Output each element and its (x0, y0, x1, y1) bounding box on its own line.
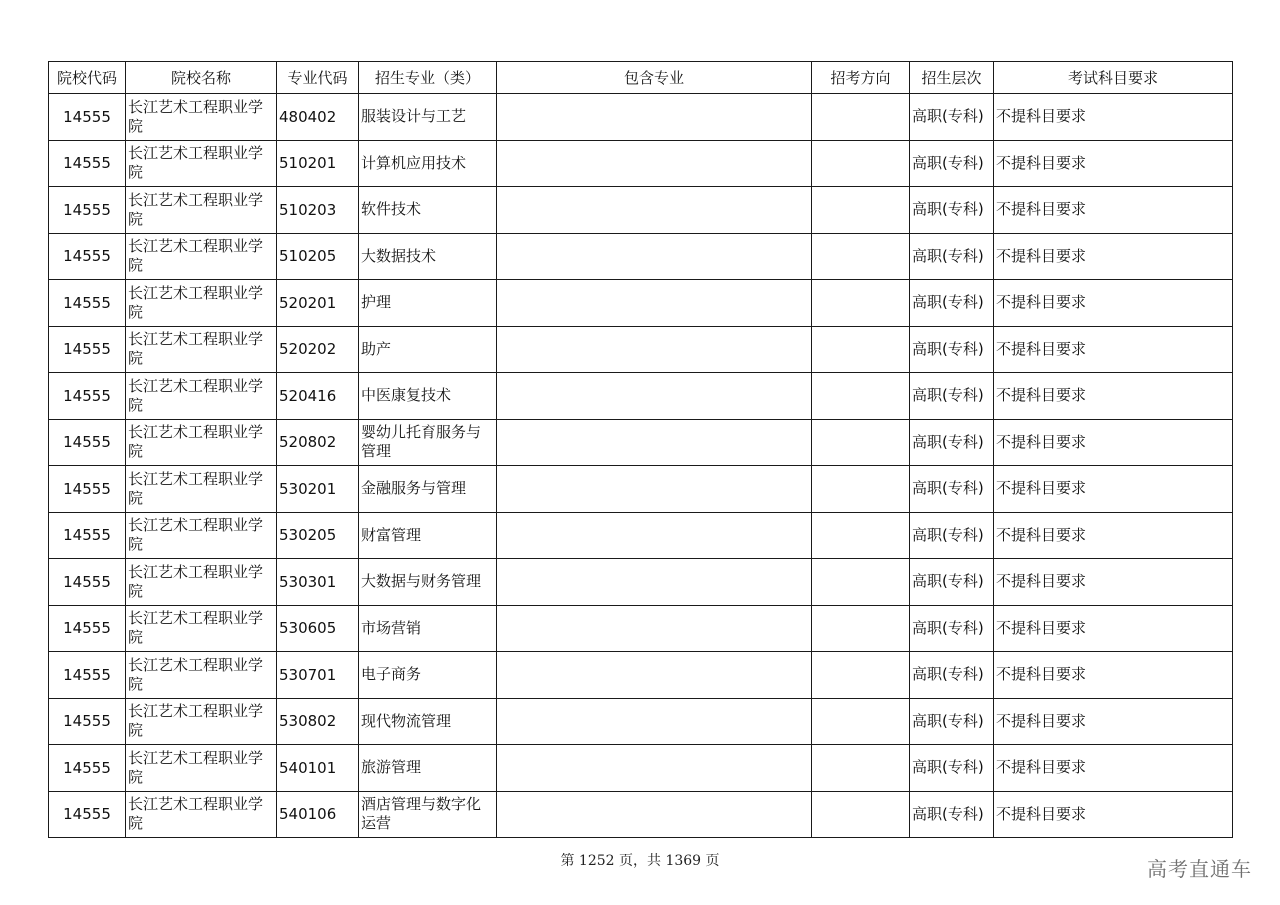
page-number: 第 1252 页，共 1369 页 (560, 853, 720, 869)
cell-major: 计算机应用技术 (359, 140, 497, 187)
cell-direction (812, 652, 910, 699)
cell-included-majors (497, 512, 812, 559)
cell-school-name: 长江艺术工程职业学院 (126, 187, 277, 234)
cell-major: 金融服务与管理 (359, 466, 497, 513)
cell-level: 高职(专科) (910, 373, 994, 420)
cell-major: 财富管理 (359, 512, 497, 559)
cell-included-majors (497, 280, 812, 327)
cell-direction (812, 512, 910, 559)
cell-direction (812, 419, 910, 466)
cell-major-code: 530205 (277, 512, 359, 559)
table-row (49, 791, 1233, 838)
cell-direction (812, 280, 910, 327)
table-row (49, 745, 1233, 792)
cell-major: 现代物流管理 (359, 698, 497, 745)
cell-major: 助产 (359, 326, 497, 373)
cell-included-majors (497, 187, 812, 234)
cell-major: 市场营销 (359, 605, 497, 652)
table-row (49, 373, 1233, 420)
cell-school-name: 长江艺术工程职业学院 (126, 373, 277, 420)
cell-included-majors (497, 698, 812, 745)
cell-direction (812, 745, 910, 792)
cell-school-name: 长江艺术工程职业学院 (126, 233, 277, 280)
cell-school-code: 14555 (49, 791, 126, 838)
cell-school-code: 14555 (49, 187, 126, 234)
cell-subject-requirement: 不提科目要求 (994, 419, 1233, 466)
cell-school-code: 14555 (49, 745, 126, 792)
header-direction: 招考方向 (812, 62, 910, 94)
cell-direction (812, 791, 910, 838)
table-row (49, 280, 1233, 327)
cell-major: 电子商务 (359, 652, 497, 699)
table-row (49, 187, 1233, 234)
cell-school-code: 14555 (49, 280, 126, 327)
cell-direction (812, 466, 910, 513)
cell-direction (812, 326, 910, 373)
cell-school-name: 长江艺术工程职业学院 (126, 326, 277, 373)
cell-major-code: 530201 (277, 466, 359, 513)
cell-major-code: 530701 (277, 652, 359, 699)
header-major-code: 专业代码 (277, 62, 359, 94)
table-body (49, 94, 1233, 838)
cell-subject-requirement: 不提科目要求 (994, 791, 1233, 838)
table-row (49, 512, 1233, 559)
cell-school-code: 14555 (49, 326, 126, 373)
cell-included-majors (497, 326, 812, 373)
cell-subject-requirement: 不提科目要求 (994, 512, 1233, 559)
cell-direction (812, 373, 910, 420)
table-row (49, 466, 1233, 513)
cell-major-code: 540106 (277, 791, 359, 838)
cell-major: 大数据与财务管理 (359, 559, 497, 606)
cell-school-name: 长江艺术工程职业学院 (126, 559, 277, 606)
cell-subject-requirement: 不提科目要求 (994, 559, 1233, 606)
cell-direction (812, 233, 910, 280)
cell-major-code: 510203 (277, 187, 359, 234)
cell-subject-requirement: 不提科目要求 (994, 140, 1233, 187)
cell-school-code: 14555 (49, 652, 126, 699)
header-school-name: 院校名称 (126, 62, 277, 94)
cell-school-code: 14555 (49, 233, 126, 280)
cell-school-code: 14555 (49, 94, 126, 141)
table-header-row (49, 62, 1233, 94)
cell-level: 高职(专科) (910, 466, 994, 513)
cell-level: 高职(专科) (910, 419, 994, 466)
cell-major: 中医康复技术 (359, 373, 497, 420)
cell-subject-requirement: 不提科目要求 (994, 605, 1233, 652)
cell-major: 旅游管理 (359, 745, 497, 792)
cell-level: 高职(专科) (910, 652, 994, 699)
table-row (49, 233, 1233, 280)
cell-major-code: 480402 (277, 94, 359, 141)
cell-subject-requirement: 不提科目要求 (994, 373, 1233, 420)
cell-subject-requirement: 不提科目要求 (994, 326, 1233, 373)
cell-major: 软件技术 (359, 187, 497, 234)
cell-included-majors (497, 605, 812, 652)
cell-subject-requirement: 不提科目要求 (994, 280, 1233, 327)
cell-major-code: 520802 (277, 419, 359, 466)
cell-major-code: 540101 (277, 745, 359, 792)
cell-school-name: 长江艺术工程职业学院 (126, 94, 277, 141)
cell-school-name: 长江艺术工程职业学院 (126, 791, 277, 838)
cell-level: 高职(专科) (910, 745, 994, 792)
cell-subject-requirement: 不提科目要求 (994, 187, 1233, 234)
cell-included-majors (497, 419, 812, 466)
cell-school-code: 14555 (49, 512, 126, 559)
cell-major-code: 530802 (277, 698, 359, 745)
table-row (49, 140, 1233, 187)
cell-subject-requirement: 不提科目要求 (994, 94, 1233, 141)
cell-major: 婴幼儿托育服务与管理 (359, 419, 497, 466)
cell-school-name: 长江艺术工程职业学院 (126, 698, 277, 745)
cell-school-name: 长江艺术工程职业学院 (126, 512, 277, 559)
cell-included-majors (497, 652, 812, 699)
cell-direction (812, 94, 910, 141)
cell-school-name: 长江艺术工程职业学院 (126, 652, 277, 699)
cell-major: 护理 (359, 280, 497, 327)
table-row (49, 94, 1233, 141)
cell-school-code: 14555 (49, 698, 126, 745)
cell-level: 高职(专科) (910, 233, 994, 280)
cell-subject-requirement: 不提科目要求 (994, 652, 1233, 699)
cell-school-name: 长江艺术工程职业学院 (126, 140, 277, 187)
cell-level: 高职(专科) (910, 280, 994, 327)
cell-school-code: 14555 (49, 373, 126, 420)
admissions-table (48, 61, 1233, 838)
cell-included-majors (497, 745, 812, 792)
cell-major-code: 510201 (277, 140, 359, 187)
cell-included-majors (497, 559, 812, 606)
cell-direction (812, 559, 910, 606)
cell-direction (812, 140, 910, 187)
table-row (49, 326, 1233, 373)
cell-major-code: 530301 (277, 559, 359, 606)
cell-direction (812, 605, 910, 652)
cell-major-code: 510205 (277, 233, 359, 280)
cell-level: 高职(专科) (910, 94, 994, 141)
cell-school-name: 长江艺术工程职业学院 (126, 280, 277, 327)
cell-level: 高职(专科) (910, 326, 994, 373)
cell-school-code: 14555 (49, 419, 126, 466)
cell-level: 高职(专科) (910, 605, 994, 652)
cell-level: 高职(专科) (910, 559, 994, 606)
table-row (49, 559, 1233, 606)
table-row (49, 605, 1233, 652)
cell-level: 高职(专科) (910, 698, 994, 745)
cell-school-name: 长江艺术工程职业学院 (126, 605, 277, 652)
cell-major: 服装设计与工艺 (359, 94, 497, 141)
cell-level: 高职(专科) (910, 187, 994, 234)
watermark: 高考直通车 (1147, 857, 1252, 881)
cell-school-code: 14555 (49, 605, 126, 652)
cell-subject-requirement: 不提科目要求 (994, 745, 1233, 792)
table-row (49, 652, 1233, 699)
cell-major-code: 520201 (277, 280, 359, 327)
header-level: 招生层次 (910, 62, 994, 94)
header-subject-requirement: 考试科目要求 (994, 62, 1233, 94)
cell-school-code: 14555 (49, 559, 126, 606)
cell-school-code: 14555 (49, 140, 126, 187)
cell-subject-requirement: 不提科目要求 (994, 233, 1233, 280)
cell-school-code: 14555 (49, 466, 126, 513)
header-major: 招生专业（类） (359, 62, 497, 94)
cell-school-name: 长江艺术工程职业学院 (126, 745, 277, 792)
cell-direction (812, 698, 910, 745)
cell-included-majors (497, 466, 812, 513)
cell-direction (812, 187, 910, 234)
cell-included-majors (497, 140, 812, 187)
cell-school-name: 长江艺术工程职业学院 (126, 466, 277, 513)
cell-major: 大数据技术 (359, 233, 497, 280)
cell-subject-requirement: 不提科目要求 (994, 466, 1233, 513)
cell-major-code: 520202 (277, 326, 359, 373)
cell-major-code: 530605 (277, 605, 359, 652)
cell-subject-requirement: 不提科目要求 (994, 698, 1233, 745)
cell-school-name: 长江艺术工程职业学院 (126, 419, 277, 466)
cell-included-majors (497, 233, 812, 280)
header-included-majors: 包含专业 (497, 62, 812, 94)
cell-level: 高职(专科) (910, 140, 994, 187)
cell-major: 酒店管理与数字化运营 (359, 791, 497, 838)
table-row (49, 419, 1233, 466)
table-row (49, 698, 1233, 745)
cell-level: 高职(专科) (910, 512, 994, 559)
header-school-code: 院校代码 (49, 62, 126, 94)
cell-included-majors (497, 94, 812, 141)
cell-included-majors (497, 791, 812, 838)
cell-level: 高职(专科) (910, 791, 994, 838)
cell-included-majors (497, 373, 812, 420)
cell-major-code: 520416 (277, 373, 359, 420)
